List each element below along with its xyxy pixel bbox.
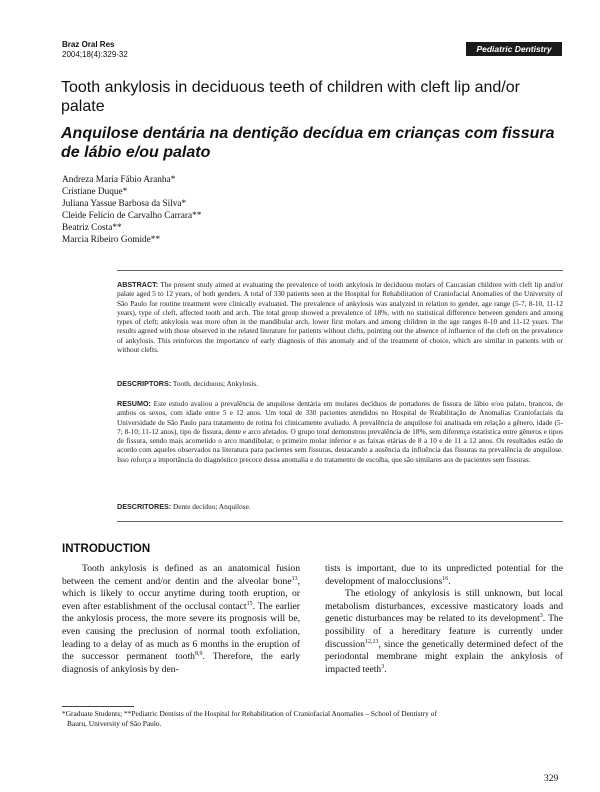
affiliation-footnote [62,709,562,728]
journal-info [62,40,128,60]
citation: 13 [291,575,298,582]
descriptors-english [117,379,563,388]
resumo-text: Este estudo avaliou a prevalência de anquilose dentária em molares decíduos de portadores de fissura de lábio e/ou palato, brancos, de ambos os sexos, com idade entre 5 e 12 anos. Um total de 330 pacientes atendidos no Hospital de Reabilitação de Anomalias Craniofaciais da Universidade de São Paulo para tratamento de rotina foi clinicamente avaliado. A prevalência de anquilose foi analisada em relação a gênero, idade (5-7; 8-10; 11-12 anos), tipo de fissura, dente e arco afetados. O grupo total demonstrou prevalência de 18%, sem diferença estatística entre gêneros e tipos de fissura, sendo mais acometido o arco mandibular, o primeiro molar inferior e as faixas etárias de 8 a 10 e de 11 a 12 anos. Os resultados estão de acordo com aqueles observados na literatura para pacientes sem fissuras, destacando a ausência da influência das fissuras na prevalência de anquilose. Isso reforça a importância do diagnóstico precoce dessa anomalia e do tratamento de escolha, que são similares aos de pacientes sem fissuras. [117,399,563,464]
descriptors-portuguese [117,502,563,511]
citation: 3 [381,663,385,670]
citation: 3 [539,613,543,620]
citation: 16 [442,575,449,582]
abstract-top-divider [117,270,563,271]
author: Beatriz Costa** [62,223,122,233]
descriptors-text: Tooth, deciduous; Ankylosis. [172,379,258,388]
descriptors-label: DESCRIPTORS: [117,379,172,388]
paragraph: tists is important, due to its unpredicted potential for the development of malocclusions$^{16}$. [325,563,563,587]
citation: 12,13 [364,638,379,645]
abstract-english [117,280,563,354]
author: Cristiane Duque* [62,187,128,197]
abstract-portuguese [117,399,563,464]
page-number: 329 [544,774,559,784]
author: Cleide Felício de Carvalho Carrara** [62,211,202,221]
article-title-english: Tooth ankylosis in deciduous teeth of children with cleft lip and/or palate [61,79,520,115]
body-column-right [325,563,563,676]
author: Juliana Yassue Barbosa da Silva* [62,199,187,209]
footnote-line: *Graduate Students; **Pediatric Dentists of the Hospital for Rehabilitation of Craniofacial Anomalies – School of Dentistry of [62,709,437,718]
descritores-text: Dente decíduo; Anquilose. [173,502,251,511]
author: Andreza Maria Fábio Aranha* [62,175,176,185]
abstract-label: ABSTRACT: [117,280,159,289]
footnote-line: Bauru, University of São Paulo. [67,718,162,728]
abstract-text: The present study aimed at evaluating the prevalence of tooth ankylosis in deciduous molars of Caucasian children with cleft lip and/or palate aged 5 to 12 years, of both genders. A total of 330 patients seen at the Hospital for Rehabilitation of Craniofacial Anomalies of the University of São Paulo for routine treatment were clinically evaluated. The prevalence of ankylosis was analyzed in relation to gender, age range (5-7, 8-10, 11-12 years), type of cleft, affected tooth and arch. The total group showed a prevalence of 18%, with no statistical difference between genders and among types of cleft; ankylosis was more often in the mandibular arch, lower first molars and among children in the age ranges 8-10 and 11-12 years. The results agreed with those observed in the related literature for patients without clefts, pointing out the absence of influence of the cleft on the prevalence of ankylosis. This reinforces the importance of early diagnosis of this anomaly and of the treatment of choice, which are similar in patients with or without clefts. [117,280,563,355]
citation: 15 [246,600,253,607]
resumo-label: RESUMO: [117,399,151,408]
footnote-divider [62,706,134,707]
journal-name: Braz Oral Res [62,40,115,49]
paragraph: The etiology of ankylosis is still unknown, but local metabolism disturbances, excessive masticatory loads and genetic disturbances may be related to its development$^3$. The possibility of a hereditary feature is currently under discussion$^{12,13}$, since the genetically determined defect of the periodontal membrane might explain the ankylosis of impacted teeth$^3$. [325,588,563,675]
descritores-label: DESCRITORES: [117,502,172,511]
abstract-bottom-divider [117,521,563,522]
paragraph: Tooth ankylosis is defined as an anatomical fusion between the cement and/or dentin and the alveolar bone$^{13}$, which is likely to occur anytime during tooth eruption, or even after establishment of the occlusal contact$^{15}$. The earlier the ankylosis process, the more severe its prognosis will be, even causing the preclusion of normal tooth exfoliation, leading to a delay of as much as 6 months in the eruption of the successor permanent tooth$^{8,9}$. Therefore, the early diagnosis of ankylosis by den- [62,563,301,675]
volume-info: 2004;18(4):329-32 [62,50,128,59]
article-title-portuguese: Anquilose dentária na dentição decídua em crianças com fissura de lábio e/ou palato [61,125,555,161]
section-badge: Pediatric Dentistry [466,42,562,56]
author: Marcia Ribeiro Gomide** [62,235,161,245]
author-list [62,174,201,246]
citation: 8,9 [194,650,203,657]
body-column-left [62,563,300,676]
section-heading-introduction: INTRODUCTION [62,543,151,555]
